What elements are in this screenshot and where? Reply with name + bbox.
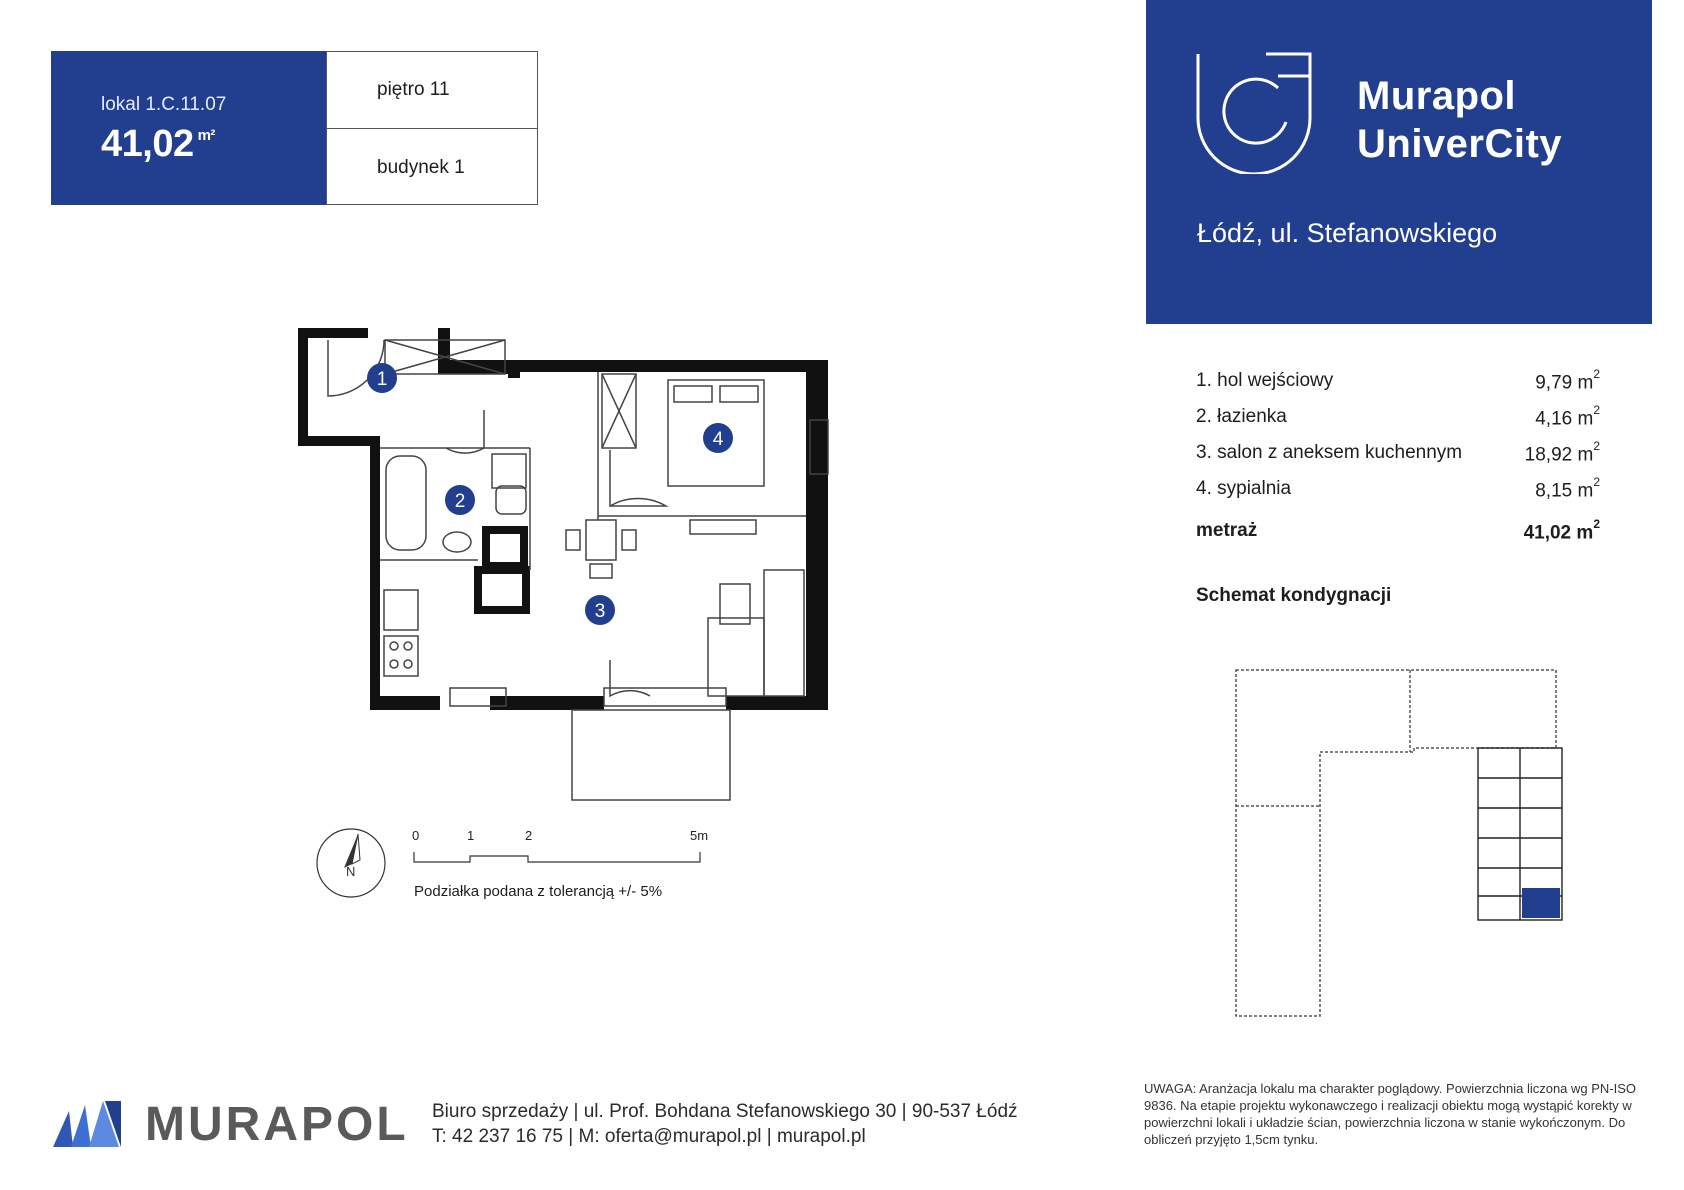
area-unit: m [1576, 522, 1594, 544]
wall [490, 696, 604, 710]
murapol-logo-text: MURAPOL [145, 1098, 409, 1149]
wall [806, 360, 828, 710]
murapol-logo-icon [51, 1097, 451, 1149]
room-row [1196, 438, 1600, 474]
room-row [1196, 402, 1600, 438]
area-unit: m [1577, 372, 1594, 394]
room-area [1535, 475, 1600, 502]
scale-tick-2: 2 [525, 828, 533, 843]
room-name: 2. łazienka [1196, 406, 1287, 427]
unit-meta-box [326, 51, 538, 205]
unit-summary-box [51, 51, 327, 205]
area-value: 8,15 [1535, 480, 1573, 502]
building-label: budynek 1 [377, 156, 465, 178]
highlighted-unit [1522, 888, 1560, 918]
murapol-logo [51, 1097, 451, 1149]
site-plan [1234, 668, 1564, 1020]
floor-plan [290, 320, 850, 820]
scale-tick-0: 0 [412, 828, 420, 843]
brand-address: Łódź, ul. Stefanowskiego [1197, 218, 1498, 248]
room-area [1535, 367, 1600, 394]
area-unit-exponent: 2 [1593, 367, 1600, 381]
area-unit: m [1577, 480, 1594, 502]
brand-name-line2: UniverCity [1357, 122, 1563, 166]
unit-area-value: 41,02 [101, 123, 194, 165]
unit-code: lokal 1.C.11.07 [101, 94, 227, 115]
area-value: 41,02 [1523, 522, 1572, 544]
total-label: metraż [1196, 520, 1258, 541]
scale-tick-5m: 5m [690, 828, 709, 843]
brand-header [1146, 0, 1652, 324]
wall [298, 328, 308, 446]
unit-area [101, 123, 215, 166]
room-marker-2-label: 2 [454, 491, 466, 512]
wall [370, 436, 380, 708]
scale-tick-1: 1 [467, 828, 475, 843]
wall [298, 436, 380, 446]
wall [508, 360, 828, 372]
compass-label: N [346, 864, 356, 879]
room-row [1196, 474, 1600, 510]
disclaimer: UWAGA: Aranżacja lokalu ma charakter poglądowy. Powierzchnia liczona wg PN-ISO 9836. Na etapie projektu wykonawczego i realizacji obiektu mogą wystąpić korekty w powierzchni lokali i układzie ścian, powierzchnia liczona w stanie wykończonym. Do obliczeń przyjęto 1,5cm tynku. [1144, 1081, 1637, 1147]
wall [370, 696, 440, 710]
sales-office-info [432, 1099, 1018, 1149]
area-unit-exponent: 2 [1593, 439, 1600, 453]
area-unit-exponent: 2 [1593, 475, 1600, 489]
area-value: 9,79 [1535, 372, 1573, 394]
room-name: 4. sypialnia [1196, 478, 1292, 499]
area-unit-exponent: 2 [1593, 403, 1600, 417]
area-unit-exponent: 2 [1593, 517, 1600, 531]
univercity-logo-icon [1194, 50, 1318, 174]
room-name: 1. hol wejściowy [1196, 370, 1334, 391]
area-unit: m [1577, 444, 1594, 466]
office-contact: T: 42 237 16 75 | M: oferta@murapol.pl | murapol.pl [432, 1126, 866, 1147]
scale-note: Podziałka podana z tolerancją +/- 5% [414, 883, 663, 900]
shaft [478, 570, 526, 610]
office-address: Biuro sprzedaży | ul. Prof. Bohdana Stefanowskiego 30 | 90-537 Łódź [432, 1101, 1018, 1122]
room-row [1196, 366, 1600, 402]
area-value: 18,92 [1524, 444, 1573, 466]
compass-icon [314, 826, 388, 900]
scale-bar [412, 826, 712, 886]
room-area [1535, 403, 1600, 430]
schemat-title: Schemat kondygnacji [1196, 585, 1392, 606]
brand-name-line1: Murapol [1357, 74, 1517, 118]
area-unit: m [1577, 408, 1594, 430]
area-value: 4,16 [1535, 408, 1573, 430]
brand-name [1357, 72, 1562, 168]
room-marker-1-label: 1 [376, 369, 388, 390]
room-area [1524, 439, 1600, 466]
room-marker-3-label: 3 [594, 601, 606, 622]
total-row [1196, 516, 1600, 552]
wall [298, 328, 368, 338]
unit-area-unit: m² [197, 127, 215, 145]
floor-label: piętro 11 [327, 52, 537, 129]
shaft [486, 530, 524, 566]
room-marker-4-label: 4 [712, 429, 724, 450]
room-name: 3. salon z aneksem kuchennym [1196, 442, 1463, 463]
room-table [1196, 366, 1600, 552]
total-area [1523, 517, 1600, 544]
